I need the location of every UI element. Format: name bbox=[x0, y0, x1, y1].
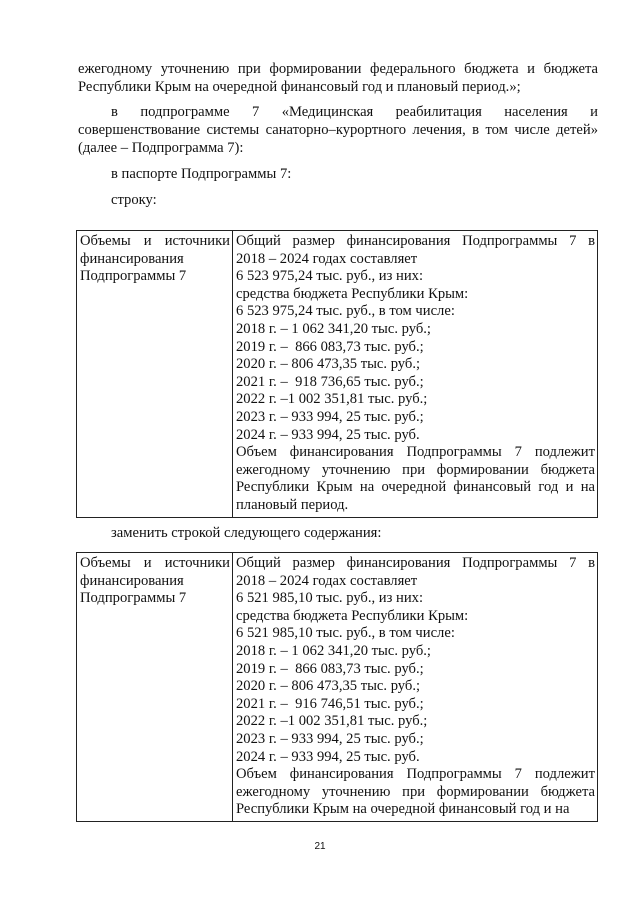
funding-note: Объем финансирования Подпрограммы 7 подлежит ежегодному уточнению при формировании бюджета Республики Крым на очередной финансовый год и на bbox=[236, 766, 595, 818]
value-line: Общий размер финансирования Подпрограммы 7 в bbox=[236, 555, 595, 571]
value-line: 2020 г. – 806 473,35 тыс. руб.; bbox=[236, 678, 421, 695]
intro-paragraph-4: строку: bbox=[111, 192, 157, 208]
intro-paragraph-1: ежегодному уточнению при формировании федерального бюджета и бюджета Республики Крым на очередной финансовый год и плановый период.»; bbox=[78, 61, 598, 95]
value-line: 2019 г. – 866 083,73 тыс. руб.; bbox=[236, 660, 424, 677]
value-line: 2024 г. – 933 994, 25 тыс. руб. bbox=[236, 426, 420, 443]
row-label-line: Подпрограммы 7 bbox=[80, 268, 187, 285]
row-label-line: Подпрограммы 7 bbox=[80, 590, 187, 607]
value-line: 2023 г. – 933 994, 25 тыс. руб.; bbox=[236, 730, 424, 747]
value-line: 2021 г. – 916 746,51 тыс. руб.; bbox=[236, 695, 424, 712]
row-label-line: финансирования bbox=[80, 250, 184, 267]
row-value-cell bbox=[233, 231, 598, 518]
row-label-cell bbox=[77, 231, 233, 518]
value-line: 6 521 985,10 тыс. руб., в том числе: bbox=[236, 625, 455, 642]
page-number: 21 bbox=[314, 841, 326, 852]
value-line: 2018 г. – 1 062 341,20 тыс. руб.; bbox=[236, 320, 431, 337]
value-line: 2018 – 2024 годах составляет bbox=[236, 572, 418, 589]
value-line: 6 521 985,10 тыс. руб., из них: bbox=[236, 590, 423, 607]
replace-instruction: заменить строкой следующего содержания: bbox=[111, 525, 382, 541]
intro-paragraph-3: в паспорте Подпрограммы 7: bbox=[111, 166, 292, 182]
funding-note: Объем финансирования Подпрограммы 7 подлежит ежегодному уточнению при формировании бюджета Республики Крым на очередной финансовый год и на плановый период. bbox=[236, 444, 595, 513]
value-line: средства бюджета Республики Крым: bbox=[236, 285, 469, 302]
row-label-cell bbox=[77, 553, 233, 822]
new-financing-table bbox=[76, 552, 598, 822]
value-line: 2020 г. – 806 473,35 тыс. руб.; bbox=[236, 356, 421, 373]
old-financing-table bbox=[76, 230, 598, 518]
value-line: 2019 г. – 866 083,73 тыс. руб.; bbox=[236, 338, 424, 355]
value-line: 2018 – 2024 годах составляет bbox=[236, 250, 418, 267]
value-line: средства бюджета Республики Крым: bbox=[236, 607, 469, 624]
intro-paragraph-2: в подпрограмме 7 «Медицинская реабилитация населения и совершенствование системы санаторно–курортного лечения, в том числе детей» (далее – Подпрограмма 7): bbox=[78, 104, 598, 156]
value-line: 2024 г. – 933 994, 25 тыс. руб. bbox=[236, 748, 420, 765]
value-line: 2023 г. – 933 994, 25 тыс. руб.; bbox=[236, 408, 424, 425]
value-line: 2018 г. – 1 062 341,20 тыс. руб.; bbox=[236, 642, 431, 659]
value-line: Общий размер финансирования Подпрограммы 7 в bbox=[236, 233, 595, 249]
value-line: 2022 г. –1 002 351,81 тыс. руб.; bbox=[236, 391, 428, 408]
row-label-line: финансирования bbox=[80, 572, 184, 589]
value-line: 2021 г. – 918 736,65 тыс. руб.; bbox=[236, 373, 424, 390]
row-value-cell bbox=[233, 553, 598, 822]
value-line: 2022 г. –1 002 351,81 тыс. руб.; bbox=[236, 713, 428, 730]
table-row bbox=[77, 553, 598, 822]
row-label-line: Объемы и источники bbox=[80, 233, 230, 249]
row-label-line: Объемы и источники bbox=[80, 555, 230, 571]
table-row bbox=[77, 231, 598, 518]
value-line: 6 523 975,24 тыс. руб., в том числе: bbox=[236, 303, 455, 320]
value-line: 6 523 975,24 тыс. руб., из них: bbox=[236, 268, 423, 285]
